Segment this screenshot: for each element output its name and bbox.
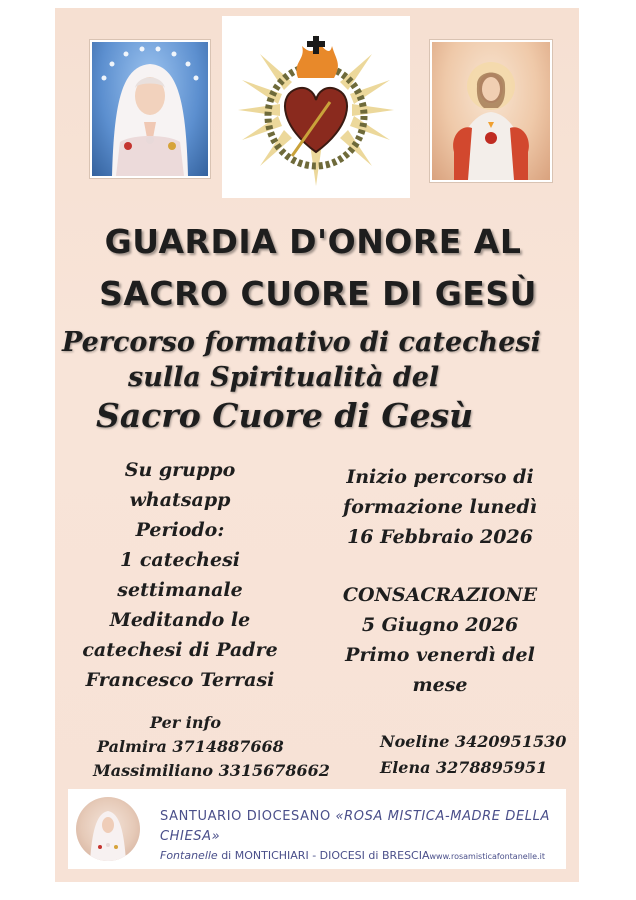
course-start-info (330, 462, 550, 552)
madonna-image (90, 40, 210, 178)
sacred-heart-emblem (222, 16, 410, 198)
location-part: BRESCIA (381, 849, 430, 862)
madonna-illustration (92, 42, 208, 176)
consecration-line: mese (412, 674, 468, 696)
contact-elena: Elena 3278895951 (380, 758, 548, 777)
contact-palmira: Palmira 3714887668 (97, 737, 284, 756)
detail-line: Periodo: (135, 519, 225, 541)
sanctuary-name (160, 807, 560, 847)
website-link[interactable]: www.rosamisticafontanelle.it (429, 852, 545, 861)
madonna-logo-icon (76, 797, 140, 861)
consecration-line: CONSACRAZIONE (342, 584, 538, 606)
detail-line: Su gruppo (124, 459, 236, 481)
detail-line: whatsapp (129, 489, 231, 511)
start-line: 16 Febbraio 2026 (347, 526, 533, 548)
location-part: MONTICHIARI - DIOCESI (234, 849, 369, 862)
sanctuary-logo (76, 797, 140, 861)
start-line: Inizio percorso di (346, 466, 534, 488)
consecration-info (330, 580, 550, 700)
location-part: Fontanelle (160, 849, 222, 862)
sanctuary-title: «ROSA MISTICA-MADRE DELLA CHIESA» (160, 809, 550, 844)
detail-line: catechesi di Padre (82, 639, 278, 661)
subtitle-line-2: sulla Spiritualità del (128, 362, 440, 393)
detail-line: Francesco Terrasi (85, 669, 275, 691)
title-line-1: GUARDIA D'ONORE AL (104, 222, 522, 261)
sanctuary-footer (68, 789, 566, 869)
consecration-line: Primo venerdì del (345, 644, 535, 666)
detail-line: settimanale (117, 579, 243, 601)
jesus-illustration (432, 42, 550, 180)
title-line-2: SACRO CUORE DI GESÙ (99, 274, 537, 313)
subtitle-line-1: Percorso formativo di catechesi (62, 327, 541, 358)
sacred-heart-of-jesus-image (430, 40, 552, 182)
contact-massimiliano: Massimiliano 3315678662 (93, 761, 330, 780)
location-part: di (221, 849, 235, 862)
sanctuary-prefix: SANTUARIO DIOCESANO (160, 809, 336, 824)
detail-line: Meditando le (109, 609, 251, 631)
sacred-heart-icon (222, 16, 410, 198)
location-part: di (368, 849, 382, 862)
sanctuary-location (160, 849, 545, 862)
schedule-details (70, 455, 290, 695)
info-heading: Per info (150, 713, 222, 732)
subtitle-line-3: Sacro Cuore di Gesù (96, 396, 474, 435)
contact-noeline: Noeline 3420951530 (380, 732, 567, 751)
detail-line: 1 catechesi (120, 549, 240, 571)
consecration-line: 5 Giugno 2026 (361, 614, 519, 636)
start-line: formazione lunedì (343, 496, 537, 518)
